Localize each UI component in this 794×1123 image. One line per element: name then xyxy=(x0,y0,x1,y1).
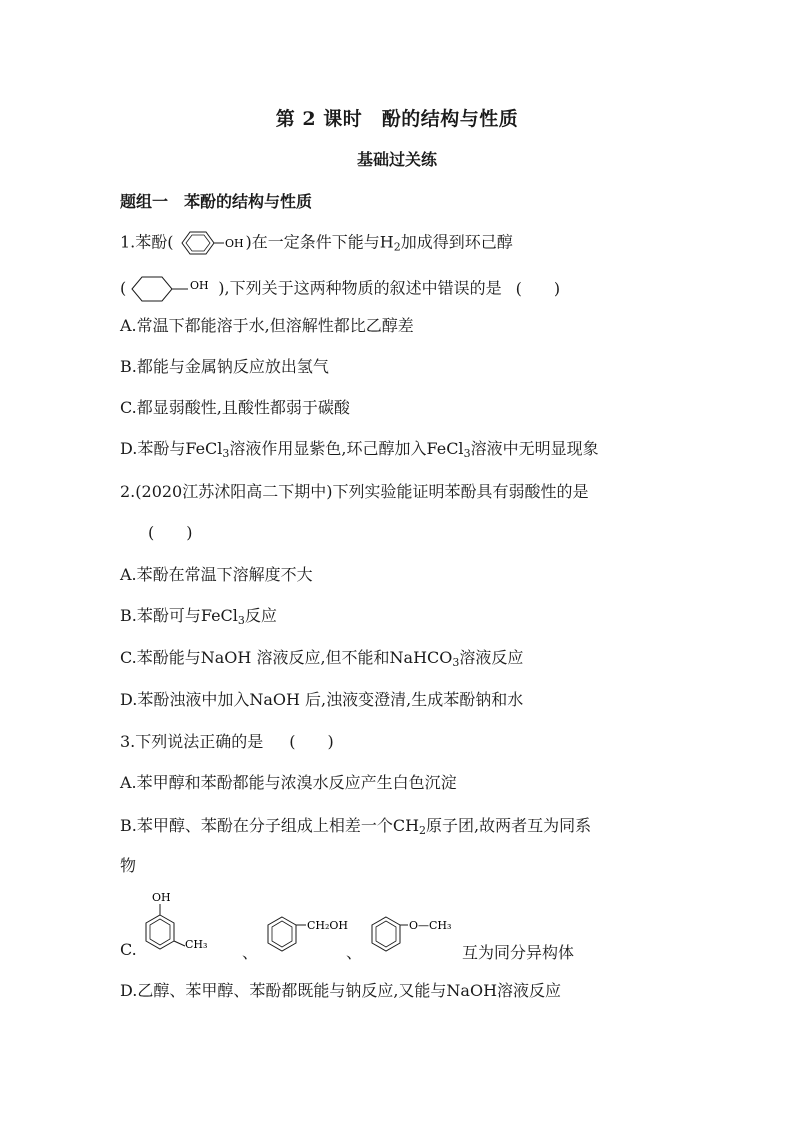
answer-paren: ( ) xyxy=(148,523,193,542)
q3-option-a: A.苯甲醇和苯酚都能与浓溴水反应产生白色沉淀 xyxy=(120,773,457,792)
group-heading: 题组一 苯酚的结构与性质 xyxy=(120,192,313,211)
q3-option-d: D.乙醇、苯甲醇、苯酚都既能与钠反应,又能与NaOH溶液反应 xyxy=(120,981,562,1000)
phenol-oh-label: OH xyxy=(224,237,244,250)
q3-option-b-line2: 物 xyxy=(120,856,137,875)
q1-stem-line1: 1.苯酚( OH )在一定条件下能与$H_2$加成得到环己醇 xyxy=(120,229,513,257)
q3-stem: 3.下列说法正确的是 ( ) xyxy=(120,732,334,751)
answer-paren: ( ) xyxy=(515,278,561,298)
q2-option-b: B.苯酚可与FeCl$_3$反应 xyxy=(120,606,277,627)
o-cresol-ch3-label: CH₃ xyxy=(185,938,208,951)
anisole-structure xyxy=(364,910,464,966)
o-cresol-oh-label: OH xyxy=(152,891,171,904)
q2-option-d: D.苯酚浊液中加入NaOH 后,浊液变澄清,生成苯酚钠和水 xyxy=(120,690,524,709)
benzyl-alcohol-structure xyxy=(260,910,360,966)
phenol-structure xyxy=(174,229,246,257)
q1-stem-line2: ( OH ),下列关于这两种物质的叙述中错误的是 ( ) xyxy=(120,274,560,304)
q3-option-b-line1: B.苯甲醇、苯酚在分子组成上相差一个$CH_2$原子团,故两者互为同系 xyxy=(120,816,592,837)
q1-option-d: D.苯酚与FeCl$_3$溶液作用显紫色,环己醇加入FeCl$_3$溶液中无明显现象 xyxy=(120,439,599,460)
o-cresol-structure xyxy=(138,888,228,966)
q2-stem: 2.(2020江苏沭阳高二下期中)下列实验能证明苯酚具有弱酸性的是 xyxy=(120,482,589,501)
section-subtitle: 基础过关练 xyxy=(356,150,437,169)
q1-option-a: A.常温下都能溶于水,但溶解性都比乙醇差 xyxy=(120,316,414,335)
q3-option-c: C. OH CH₃ 、 CH₂OH 、 O—CH₃ 互为同分异构体 xyxy=(120,888,740,968)
q1-option-c: C.都显弱酸性,且酸性都弱于碳酸 xyxy=(120,398,350,417)
benzyl-ch2oh-label: CH₂OH xyxy=(307,919,349,932)
q2-option-a: A.苯酚在常温下溶解度不大 xyxy=(120,565,313,584)
anisole-och3-label: O—CH₃ xyxy=(409,919,452,932)
cyclohexanol-oh-label: OH xyxy=(190,279,209,292)
q1-option-b: B.都能与金属钠反应放出氢气 xyxy=(120,357,329,376)
cyclohexanol-structure xyxy=(126,274,218,304)
page-title: 第 2 课时 酚的结构与性质 xyxy=(275,108,519,130)
q2-option-c: C.苯酚能与NaOH 溶液反应,但不能和NaHCO$_3$溶液反应 xyxy=(120,648,524,669)
answer-paren: ( ) xyxy=(289,732,334,751)
